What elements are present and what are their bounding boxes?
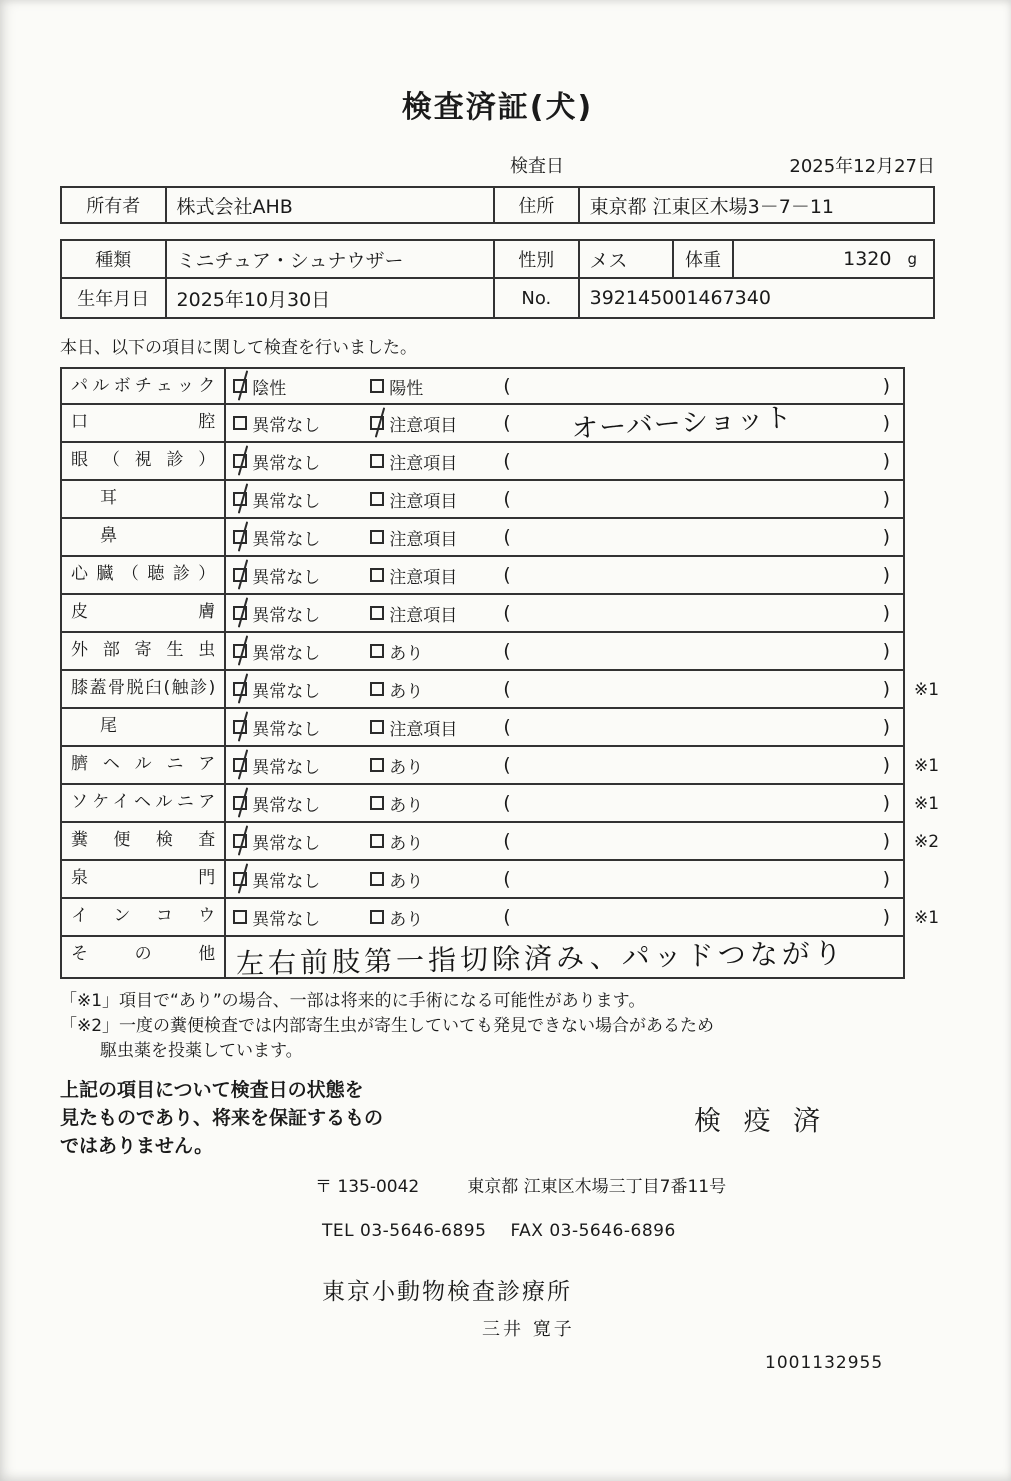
result-field bbox=[503, 678, 903, 700]
handwritten-other-note: 左右前肢第一指切除済み、パッドつながり bbox=[236, 936, 847, 981]
inspection-date-value: 2025年12月27日 bbox=[789, 156, 935, 177]
checkbox-icon bbox=[233, 682, 247, 696]
checkbox-icon bbox=[370, 758, 384, 772]
option-label: あり bbox=[389, 643, 424, 664]
option-2 bbox=[370, 601, 503, 626]
inspection-date-row bbox=[510, 152, 935, 178]
paren-open: ( bbox=[503, 450, 511, 472]
option-label: 異常なし bbox=[252, 643, 321, 664]
paren-open: ( bbox=[503, 526, 511, 548]
option-label: 注意項目 bbox=[389, 415, 458, 436]
footnote-mark: ※2 bbox=[914, 832, 940, 852]
quarantine-stamp: 検 疫 済 bbox=[694, 1105, 828, 1137]
option-2 bbox=[370, 753, 503, 778]
option-1 bbox=[233, 639, 370, 664]
paren-close: ) bbox=[882, 830, 890, 852]
paren-open: ( bbox=[503, 488, 511, 510]
option-2 bbox=[370, 905, 503, 930]
option-label: あり bbox=[389, 795, 424, 816]
weight-label: 体重 bbox=[674, 241, 734, 277]
option-1 bbox=[233, 411, 370, 436]
inspection-row-ears bbox=[60, 481, 952, 519]
checkbox-icon bbox=[370, 872, 384, 886]
disclaimer bbox=[60, 1076, 480, 1160]
result-field bbox=[503, 716, 903, 738]
checkbox-icon bbox=[370, 644, 384, 658]
result-field bbox=[503, 754, 903, 776]
paren-close: ) bbox=[882, 488, 890, 510]
checkbox-icon bbox=[233, 454, 247, 468]
checkbox-icon bbox=[233, 834, 247, 848]
pet-row-1 bbox=[62, 241, 933, 279]
paren-close: ) bbox=[882, 375, 890, 397]
option-2 bbox=[370, 563, 503, 588]
option-label: 異常なし bbox=[252, 871, 321, 892]
paren-open: ( bbox=[503, 906, 511, 928]
option-label: 異常なし bbox=[252, 909, 321, 930]
item-label: 鼻 bbox=[62, 519, 226, 555]
option-2 bbox=[370, 449, 503, 474]
inspection-row-fontanelle bbox=[60, 861, 952, 899]
item-label: 皮膚 bbox=[62, 595, 226, 631]
result-field bbox=[503, 488, 903, 510]
checkbox-icon bbox=[370, 720, 384, 734]
option-label: あり bbox=[389, 757, 424, 778]
option-1 bbox=[233, 829, 370, 854]
bottom-row bbox=[60, 1076, 935, 1160]
option-1 bbox=[233, 905, 370, 930]
option-label: あり bbox=[389, 833, 424, 854]
paren-close: ) bbox=[882, 906, 890, 928]
option-label: 異常なし bbox=[252, 757, 321, 778]
pet-table bbox=[60, 239, 935, 319]
checkbox-icon bbox=[370, 682, 384, 696]
sex-label: 性別 bbox=[495, 241, 580, 277]
option-1 bbox=[233, 867, 370, 892]
paren-open: ( bbox=[503, 640, 511, 662]
clinic-address-row bbox=[315, 1172, 935, 1197]
weight-value: 1320 bbox=[843, 248, 892, 270]
item-label: 泉門 bbox=[62, 861, 226, 897]
option-label: 注意項目 bbox=[389, 491, 458, 512]
postal-code: 〒 135-0042 bbox=[315, 1177, 420, 1197]
option-label: あり bbox=[389, 909, 424, 930]
checkbox-icon bbox=[370, 454, 384, 468]
option-1 bbox=[233, 715, 370, 740]
inspection-row-inguinal-hernia bbox=[60, 785, 952, 823]
footnote-mark bbox=[905, 595, 951, 633]
result-field bbox=[503, 868, 903, 890]
checkbox-icon bbox=[370, 834, 384, 848]
paren-close: ) bbox=[882, 640, 890, 662]
result-field bbox=[503, 640, 903, 662]
item-label: パルボチェック bbox=[62, 369, 226, 403]
tel-number: TEL 03-5646-6895 bbox=[322, 1221, 487, 1241]
inspection-row-oral bbox=[60, 402, 952, 445]
clinic-name: 東京小動物検査診療所 bbox=[322, 1279, 572, 1305]
option-label: 異常なし bbox=[252, 453, 321, 474]
paren-close: ) bbox=[882, 564, 890, 586]
breed-value: ミニチュア・シュナウザー bbox=[167, 241, 495, 277]
option-2 bbox=[370, 867, 503, 892]
footnote-mark bbox=[905, 481, 951, 519]
option-label: 異常なし bbox=[252, 681, 321, 702]
inspection-row-umbilical-hernia bbox=[60, 747, 952, 785]
owner-address: 東京都 江東区木場3－7－11 bbox=[589, 195, 835, 218]
item-label: 糞便検査 bbox=[62, 823, 226, 859]
item-label: 外部寄生虫 bbox=[62, 633, 226, 669]
option-2 bbox=[370, 525, 503, 550]
item-label: 口腔 bbox=[62, 405, 226, 441]
handwritten-note: オーバーショット bbox=[570, 402, 794, 445]
result-field bbox=[503, 564, 903, 586]
paren-open: ( bbox=[503, 678, 511, 700]
tel-fax-row bbox=[322, 1221, 935, 1241]
footnote-mark: ※1 bbox=[914, 756, 940, 776]
footnote-mark: ※1 bbox=[914, 794, 940, 814]
option-label: あり bbox=[389, 871, 424, 892]
option-label: 異常なし bbox=[252, 795, 321, 816]
dob-value: 2025年10月30日 bbox=[167, 279, 496, 317]
footnote-mark bbox=[905, 405, 951, 443]
option-1 bbox=[233, 374, 370, 399]
footnote-mark bbox=[905, 519, 951, 557]
option-1 bbox=[233, 791, 370, 816]
intro-text: 本日、以下の項目に関して検査を行いました。 bbox=[60, 338, 417, 358]
paren-open: ( bbox=[503, 375, 511, 397]
result-field bbox=[503, 830, 903, 852]
inspection-row-fecal-exam bbox=[60, 823, 952, 861]
pet-row-2 bbox=[62, 279, 933, 317]
checkbox-icon bbox=[370, 568, 384, 582]
owner-label: 所有者 bbox=[62, 188, 167, 222]
item-label: インコウ bbox=[62, 899, 226, 935]
checkbox-icon bbox=[233, 606, 247, 620]
result-field bbox=[503, 450, 903, 472]
paren-close: ) bbox=[882, 868, 890, 890]
option-2 bbox=[370, 829, 503, 854]
option-label: あり bbox=[389, 681, 424, 702]
footnote-mark bbox=[905, 709, 951, 747]
footnote-mark bbox=[905, 937, 951, 979]
paren-open: ( bbox=[503, 868, 511, 890]
option-label: 注意項目 bbox=[389, 567, 458, 588]
checkbox-icon bbox=[233, 416, 247, 430]
no-label: No. bbox=[495, 279, 580, 317]
footnote-mark bbox=[905, 557, 951, 595]
option-label: 異常なし bbox=[252, 605, 321, 626]
page-title: 検査済証(犬) bbox=[401, 90, 594, 125]
result-field bbox=[503, 792, 903, 814]
inspection-row-skin bbox=[60, 595, 952, 633]
checkbox-icon bbox=[233, 796, 247, 810]
option-label: 異常なし bbox=[252, 833, 321, 854]
weight-cell bbox=[734, 241, 933, 277]
option-label: 異常なし bbox=[252, 529, 321, 550]
paren-close: ) bbox=[882, 716, 890, 738]
inspection-row-patella bbox=[60, 671, 952, 709]
footnote-mark bbox=[905, 443, 951, 481]
option-2 bbox=[370, 639, 503, 664]
result-field bbox=[503, 906, 903, 928]
option-label: 陰性 bbox=[252, 378, 287, 399]
inspection-row-eyes bbox=[60, 443, 952, 481]
inspection-row-tail bbox=[60, 709, 952, 747]
checkbox-icon bbox=[370, 492, 384, 506]
sex-value: メス bbox=[580, 241, 675, 277]
inspection-row-parasites bbox=[60, 633, 952, 671]
result-field bbox=[503, 402, 903, 445]
option-label: 陽性 bbox=[389, 378, 424, 399]
checkbox-icon bbox=[233, 758, 247, 772]
checkbox-icon bbox=[233, 872, 247, 886]
clinic-address: 東京都 江東区木場三丁目7番11号 bbox=[467, 1177, 727, 1197]
checkbox-icon bbox=[233, 644, 247, 658]
option-label: 異常なし bbox=[252, 719, 321, 740]
item-label: 耳 bbox=[62, 481, 226, 517]
option-label: 異常なし bbox=[252, 415, 321, 436]
disclaimer-line-1: 上記の項目について検査日の状態を bbox=[60, 1079, 364, 1101]
paren-close: ) bbox=[882, 450, 890, 472]
checkbox-icon bbox=[233, 492, 247, 506]
inspection-row-heart bbox=[60, 557, 952, 595]
paren-open: ( bbox=[503, 754, 511, 776]
paren-close: ) bbox=[882, 602, 890, 624]
option-label: 注意項目 bbox=[389, 453, 458, 474]
paren-open: ( bbox=[503, 602, 511, 624]
option-2 bbox=[370, 677, 503, 702]
checkbox-icon bbox=[233, 910, 247, 924]
checkbox-icon bbox=[233, 720, 247, 734]
paren-close: ) bbox=[882, 754, 890, 776]
option-label: 異常なし bbox=[252, 567, 321, 588]
footnote-2: 「※2」一度の糞便検査では内部寄生虫が寄生していても発見できない場合があるため bbox=[60, 1016, 715, 1036]
result-field bbox=[503, 375, 903, 397]
paren-open: ( bbox=[503, 412, 511, 434]
inspection-date-label: 検査日 bbox=[510, 156, 564, 177]
item-label: 膝蓋骨脱臼(触診) bbox=[62, 671, 226, 707]
option-2 bbox=[370, 487, 503, 512]
veterinarian-name: 三井 寛子 bbox=[482, 1319, 575, 1340]
checkbox-icon bbox=[233, 530, 247, 544]
inspection-table bbox=[60, 367, 952, 979]
paren-open: ( bbox=[503, 716, 511, 738]
checkbox-icon bbox=[370, 379, 384, 393]
item-label: 眼（視診） bbox=[62, 443, 226, 479]
paren-open: ( bbox=[503, 792, 511, 814]
paren-close: ) bbox=[882, 526, 890, 548]
option-1 bbox=[233, 601, 370, 626]
fax-number: FAX 03-5646-6896 bbox=[510, 1221, 676, 1241]
option-2 bbox=[370, 715, 503, 740]
checkbox-icon bbox=[233, 379, 247, 393]
option-label: 注意項目 bbox=[389, 719, 458, 740]
inspection-row-nose bbox=[60, 519, 952, 557]
option-2 bbox=[370, 374, 503, 399]
option-2 bbox=[370, 791, 503, 816]
option-1 bbox=[233, 563, 370, 588]
item-label: 尾 bbox=[62, 709, 226, 745]
option-1 bbox=[233, 525, 370, 550]
serial-number: 1001132955 bbox=[765, 1353, 884, 1373]
footnote-mark bbox=[905, 633, 951, 671]
footnote-mark: ※1 bbox=[914, 908, 940, 928]
paren-close: ) bbox=[882, 678, 890, 700]
option-2 bbox=[370, 411, 503, 436]
option-1 bbox=[233, 753, 370, 778]
checkbox-icon bbox=[370, 796, 384, 810]
option-1 bbox=[233, 449, 370, 474]
option-label: 異常なし bbox=[252, 491, 321, 512]
dob-label: 生年月日 bbox=[62, 279, 167, 317]
checkbox-icon bbox=[233, 568, 247, 582]
footnote-2-cont: 駆虫薬を投薬しています。 bbox=[100, 1041, 303, 1061]
paren-open: ( bbox=[503, 830, 511, 852]
inspection-row-other bbox=[60, 937, 952, 979]
inspection-row-parvo bbox=[60, 367, 952, 405]
paren-close: ) bbox=[882, 412, 890, 434]
footnotes bbox=[60, 989, 935, 1064]
disclaimer-line-2: 見たものであり、将来を保証するもの bbox=[60, 1107, 384, 1129]
breed-label: 種類 bbox=[62, 241, 167, 277]
paren-open: ( bbox=[503, 564, 511, 586]
owner-name: 株式会社AHB bbox=[167, 188, 496, 222]
footnote-1: 「※1」項目で“あり”の場合、一部は将来的に手術になる可能性があります。 bbox=[60, 991, 646, 1011]
item-label: ソケイヘルニア bbox=[62, 785, 226, 821]
owner-table bbox=[60, 186, 935, 224]
option-label: 注意項目 bbox=[389, 605, 458, 626]
item-label: 臍ヘルニア bbox=[62, 747, 226, 783]
disclaimer-line-3: ではありません。 bbox=[60, 1135, 214, 1157]
checkbox-icon bbox=[370, 530, 384, 544]
item-label: その他 bbox=[62, 937, 226, 977]
checkbox-icon bbox=[370, 416, 384, 430]
footnote-mark bbox=[905, 861, 951, 899]
paren-close: ) bbox=[882, 792, 890, 814]
result-field bbox=[503, 526, 903, 548]
address-label: 住所 bbox=[495, 188, 580, 222]
checkbox-icon bbox=[370, 606, 384, 620]
option-label: 注意項目 bbox=[389, 529, 458, 550]
option-1 bbox=[233, 487, 370, 512]
footnote-mark bbox=[905, 367, 951, 405]
no-value: 392145001467340 bbox=[589, 287, 771, 309]
item-label: 心臓（聴診） bbox=[62, 557, 226, 593]
weight-unit: g bbox=[907, 250, 918, 268]
result-field bbox=[503, 602, 903, 624]
footnote-mark: ※1 bbox=[914, 680, 940, 700]
option-1 bbox=[233, 677, 370, 702]
checkbox-icon bbox=[370, 910, 384, 924]
